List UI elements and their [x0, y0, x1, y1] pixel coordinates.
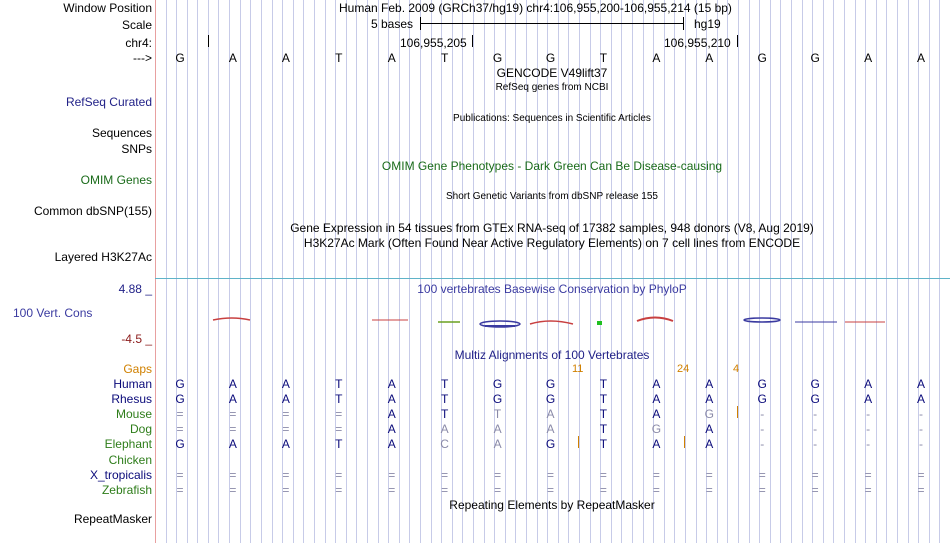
- aligned-base: G: [492, 392, 503, 406]
- gencode-track-title[interactable]: GENCODE V49lift37: [496, 66, 608, 80]
- aligned-base: G: [175, 437, 185, 451]
- aligned-base: T: [599, 392, 608, 406]
- aligned-base: T: [599, 437, 608, 451]
- strand-label: --->: [133, 51, 152, 65]
- ruler-pos-right: 106,955,210: [664, 36, 731, 50]
- aligned-base: -: [760, 407, 765, 421]
- scale-label: Scale: [121, 18, 152, 32]
- scale-assembly: hg19: [694, 17, 721, 31]
- aligned-base: G: [492, 377, 503, 391]
- aligned-base: =: [176, 468, 184, 482]
- reference-base: A: [228, 51, 237, 65]
- aligned-base: G: [651, 422, 662, 436]
- conservation-min-label: -4.5 _: [121, 332, 152, 346]
- aligned-base: -: [919, 407, 924, 421]
- aligned-base: =: [917, 468, 925, 482]
- h3k27ac-track-label[interactable]: Layered H3K27Ac: [54, 250, 152, 264]
- insertion-marker: [578, 436, 579, 448]
- aligned-base: G: [704, 407, 714, 421]
- gap-count: 4: [733, 363, 740, 375]
- cons-mark: [597, 321, 602, 325]
- publications-track-title[interactable]: Publications: Sequences in Scientific Articles: [453, 113, 651, 124]
- aligned-base: =: [335, 422, 343, 436]
- aligned-base: A: [705, 392, 714, 406]
- aligned-base: =: [441, 483, 449, 497]
- aligned-base: =: [705, 483, 713, 497]
- aligned-base: =: [335, 483, 343, 497]
- h3k27ac-track-title[interactable]: H3K27Ac Mark (Often Found Near Active Regulatory Elements) on 7 cell lines from ENCODE: [303, 236, 801, 250]
- aligned-base: T: [440, 392, 449, 406]
- aligned-base: A: [387, 407, 396, 421]
- aligned-base: A: [546, 422, 555, 436]
- aligned-base: =: [282, 407, 290, 421]
- aligned-base: A: [652, 377, 661, 391]
- aligned-base: =: [758, 483, 766, 497]
- aligned-base: =: [864, 468, 872, 482]
- aligned-base: =: [864, 483, 872, 497]
- aligned-base: A: [281, 392, 290, 406]
- cons-mark: [213, 318, 250, 320]
- aligned-base: A: [652, 392, 661, 406]
- aligned-base: A: [281, 437, 290, 451]
- aligned-base: T: [335, 392, 343, 406]
- aligned-base: A: [228, 392, 237, 406]
- reference-base: G: [492, 51, 503, 65]
- reference-base: G: [175, 51, 185, 65]
- aligned-base: =: [388, 483, 396, 497]
- conservation-track-label[interactable]: 100 Vert. Cons: [13, 306, 93, 320]
- aligned-base: =: [652, 468, 660, 482]
- aligned-base: A: [917, 377, 926, 391]
- scale-bar: [420, 17, 684, 31]
- aligned-base: G: [810, 377, 820, 391]
- aligned-base: =: [546, 483, 555, 497]
- scale-value: 5 bases: [371, 17, 414, 31]
- aligned-base: =: [282, 422, 290, 436]
- aligned-base: -: [813, 422, 818, 436]
- aligned-base: -: [813, 407, 818, 421]
- aligned-base: A: [652, 407, 661, 421]
- aligned-base: G: [757, 392, 767, 406]
- cons-mark: [530, 321, 573, 324]
- refseq-track-label[interactable]: RefSeq Curated: [65, 95, 152, 109]
- reference-base: G: [757, 51, 767, 65]
- aligned-base: =: [811, 483, 819, 497]
- ruler-tick: [737, 35, 738, 47]
- gtex-track-title[interactable]: Gene Expression in 54 tissues from GTEx RNA-seq of 17382 samples, 948 donors (V8, Aug 2019): [290, 221, 814, 235]
- aligned-base: A: [228, 437, 237, 451]
- species-label[interactable]: X_tropicalis: [89, 468, 152, 482]
- species-label[interactable]: Mouse: [115, 407, 152, 421]
- aligned-base: -: [866, 422, 871, 436]
- aligned-base: =: [388, 468, 396, 482]
- aligned-base: A: [705, 377, 714, 391]
- reference-base: A: [864, 51, 873, 65]
- aligned-base: -: [919, 437, 924, 451]
- aligned-base: G: [810, 392, 820, 406]
- aligned-base: A: [864, 392, 873, 406]
- aligned-base: =: [282, 468, 290, 482]
- aligned-base: =: [176, 407, 184, 421]
- aligned-base: =: [546, 468, 555, 482]
- ruler-tick: [208, 35, 209, 47]
- aligned-base: A: [387, 377, 396, 391]
- aligned-base: =: [758, 468, 766, 482]
- reference-base: T: [440, 51, 449, 65]
- sequences-track-label[interactable]: Sequences: [91, 126, 152, 140]
- dbsnp-track-label[interactable]: Common dbSNP(155): [33, 204, 152, 218]
- aligned-base: =: [705, 468, 713, 482]
- aligned-base: G: [757, 377, 767, 391]
- aligned-base: A: [705, 422, 714, 436]
- gap-count: 24: [677, 363, 690, 375]
- repeatmasker-track-label[interactable]: RepeatMasker: [73, 512, 152, 526]
- conservation-track-title[interactable]: 100 vertebrates Basewise Conservation by PhyloP: [417, 282, 687, 296]
- window-position-value[interactable]: Human Feb. 2009 (GRCh37/hg19) chr4:106,955,200-106,955,214 (15 bp): [339, 1, 732, 15]
- aligned-base: A: [652, 437, 661, 451]
- reference-base: A: [705, 51, 714, 65]
- aligned-base: -: [866, 407, 871, 421]
- gaps-label: Gaps: [123, 362, 152, 376]
- species-label[interactable]: Dog: [129, 422, 152, 436]
- aligned-base: =: [494, 468, 502, 482]
- aligned-base: -: [919, 422, 924, 436]
- aligned-base: -: [866, 437, 871, 451]
- reference-base: A: [387, 51, 396, 65]
- cons-mark: [637, 318, 673, 322]
- aligned-base: =: [335, 407, 343, 421]
- aligned-base: =: [335, 468, 343, 482]
- ruler-tick: [472, 35, 473, 47]
- reference-base: G: [545, 51, 556, 65]
- aligned-base: G: [175, 377, 185, 391]
- aligned-base: T: [493, 407, 502, 421]
- aligned-base: A: [387, 437, 396, 451]
- aligned-base: =: [282, 483, 290, 497]
- aligned-base: A: [493, 437, 502, 451]
- species-label[interactable]: Elephant: [104, 437, 152, 451]
- aligned-base: T: [599, 377, 608, 391]
- aligned-base: =: [229, 407, 237, 421]
- snps-track-label[interactable]: SNPs: [121, 142, 152, 156]
- omim-track-title[interactable]: OMIM Gene Phenotypes - Dark Green Can Be Disease-causing: [381, 159, 723, 173]
- aligned-base: =: [917, 483, 925, 497]
- aligned-base: T: [440, 407, 449, 421]
- aligned-base: T: [440, 377, 449, 391]
- aligned-base: T: [335, 437, 343, 451]
- aligned-base: =: [441, 468, 449, 482]
- aligned-base: G: [545, 392, 556, 406]
- aligned-base: A: [281, 377, 290, 391]
- aligned-base: -: [760, 422, 765, 436]
- omim-track-label[interactable]: OMIM Genes: [80, 173, 152, 187]
- aligned-base: A: [917, 392, 926, 406]
- aligned-base: =: [229, 468, 237, 482]
- multiz-track-title[interactable]: Multiz Alignments of 100 Vertebrates: [454, 348, 650, 362]
- gap-count: 11: [572, 363, 584, 375]
- aligned-base: =: [599, 468, 607, 482]
- track-divider: [155, 278, 950, 279]
- aligned-base: G: [545, 437, 556, 451]
- aligned-base: A: [493, 422, 502, 436]
- aligned-base: A: [864, 377, 873, 391]
- aligned-base: T: [599, 407, 608, 421]
- refseq-track-subtitle: RefSeq genes from NCBI: [495, 82, 609, 93]
- aligned-base: =: [176, 422, 184, 436]
- aligned-base: A: [228, 377, 237, 391]
- species-label[interactable]: Rhesus: [111, 392, 152, 406]
- chrom-label: chr4:: [125, 36, 152, 50]
- species-label[interactable]: Chicken: [108, 453, 152, 467]
- aligned-base: =: [494, 483, 502, 497]
- species-label[interactable]: Human: [113, 377, 152, 391]
- conservation-graph: [155, 300, 950, 340]
- reference-base: G: [810, 51, 820, 65]
- aligned-base: A: [705, 437, 714, 451]
- aligned-base: =: [811, 468, 819, 482]
- reference-base: T: [335, 51, 343, 65]
- aligned-base: =: [229, 422, 237, 436]
- repeatmasker-track-title[interactable]: Repeating Elements by RepeatMasker: [449, 498, 655, 512]
- aligned-base: =: [176, 483, 184, 497]
- window-position-label: Window Position: [63, 1, 152, 15]
- insertion-marker: [684, 436, 685, 448]
- aligned-base: =: [652, 483, 660, 497]
- aligned-base: A: [440, 422, 449, 436]
- aligned-base: -: [813, 437, 818, 451]
- aligned-base: G: [175, 392, 185, 406]
- reference-base: A: [281, 51, 290, 65]
- aligned-base: A: [387, 392, 396, 406]
- aligned-base: C: [440, 437, 449, 451]
- cons-mark: [744, 318, 780, 322]
- conservation-max-label: 4.88 _: [118, 282, 152, 296]
- reference-base: A: [652, 51, 661, 65]
- aligned-base: A: [546, 407, 555, 421]
- aligned-base: A: [387, 422, 396, 436]
- dbsnp-track-title[interactable]: Short Genetic Variants from dbSNP release 155: [446, 191, 658, 202]
- aligned-base: G: [545, 377, 556, 391]
- aligned-base: T: [599, 422, 608, 436]
- aligned-base: =: [599, 483, 607, 497]
- aligned-base: -: [760, 437, 765, 451]
- reference-base: T: [599, 51, 608, 65]
- reference-base: A: [917, 51, 926, 65]
- species-label[interactable]: Zebrafish: [101, 483, 152, 497]
- insertion-marker: [737, 406, 738, 418]
- ruler-pos-left: 106,955,205: [400, 36, 467, 50]
- aligned-base: T: [335, 377, 343, 391]
- aligned-base: =: [229, 483, 237, 497]
